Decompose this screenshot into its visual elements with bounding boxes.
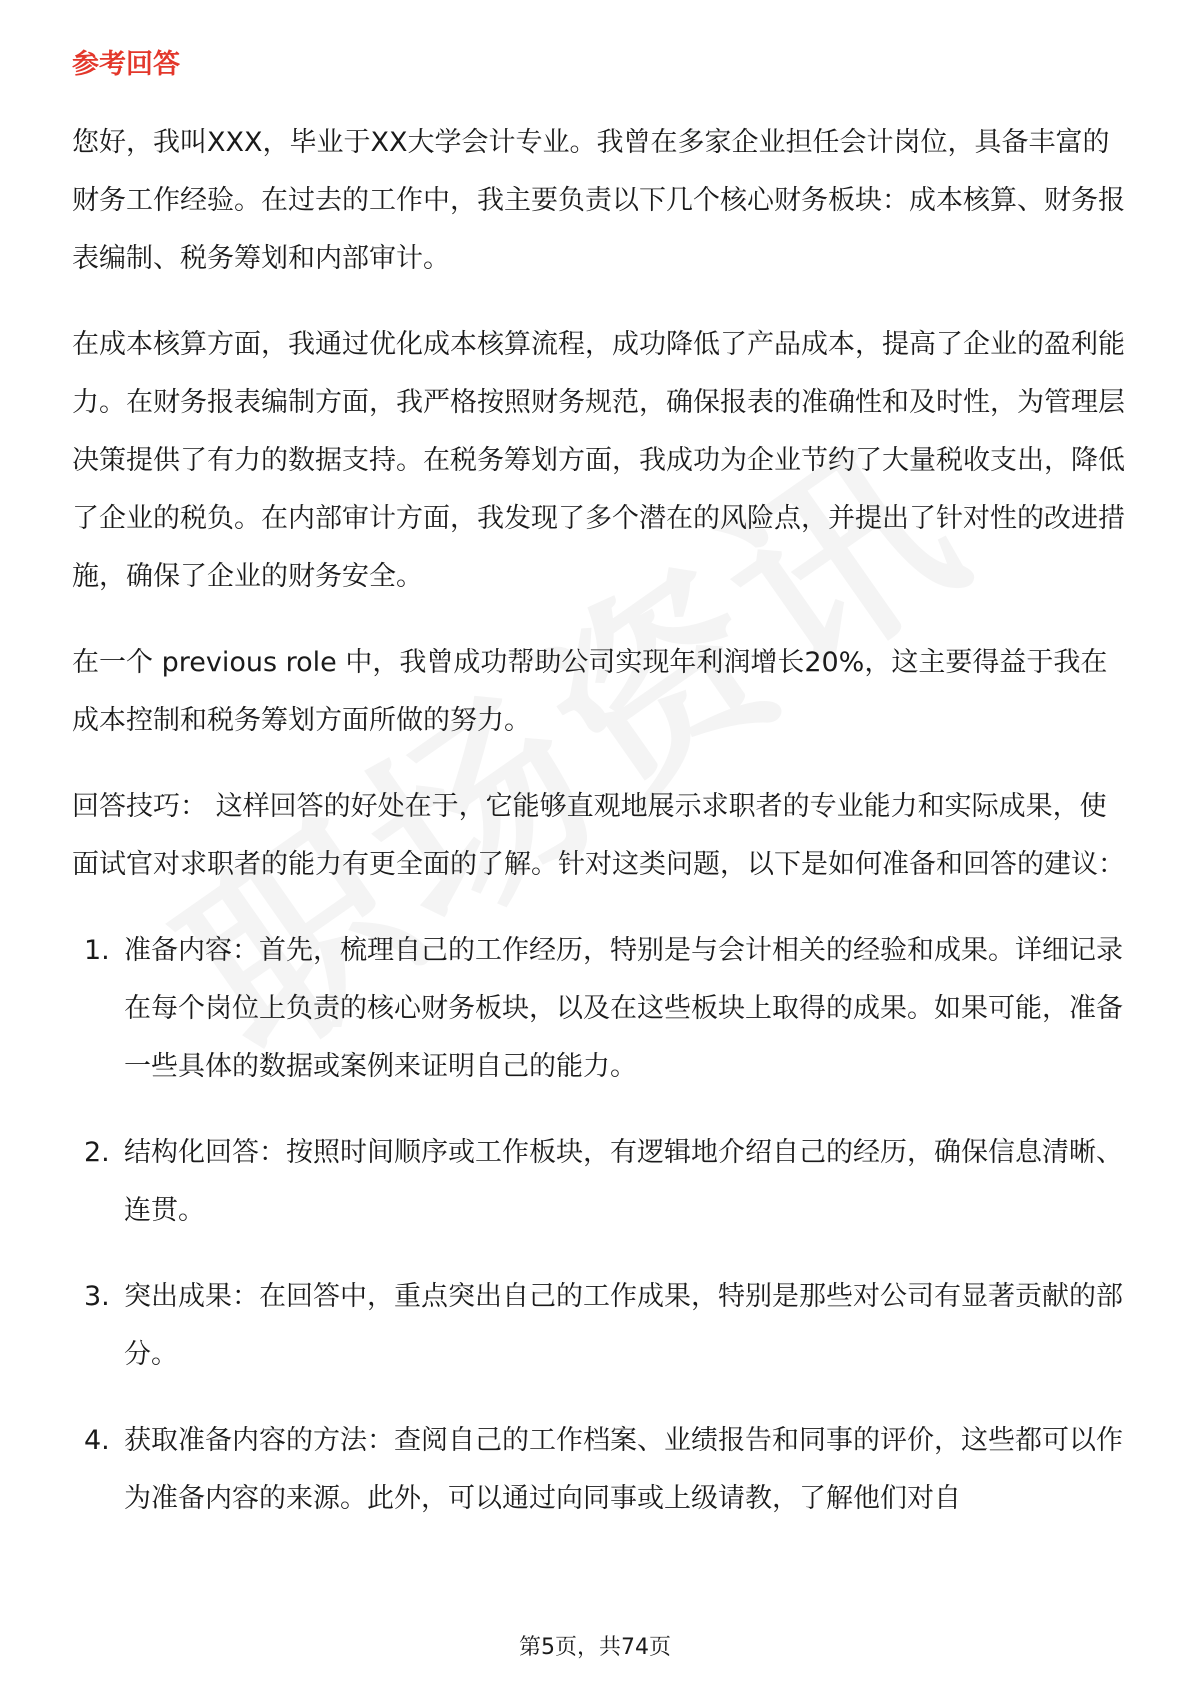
list-item	[72, 922, 1132, 1096]
list-text: 结构化回答：按照时间顺序或工作板块，有逻辑地介绍自己的经历，确保信息清晰、连贯。	[124, 1137, 1123, 1226]
list-number: 2.	[84, 1137, 110, 1168]
list-item	[72, 1412, 1132, 1528]
section-heading: 参考回答	[72, 49, 180, 80]
list-text: 获取准备内容的方法：查阅自己的工作档案、业绩报告和同事的评价，这些都可以作为准备内容的来源。此外，可以通过向同事或上级请教，了解他们对自	[124, 1425, 1123, 1514]
list-text: 突出成果：在回答中，重点突出自己的工作成果，特别是那些对公司有显著贡献的部分。	[124, 1281, 1123, 1370]
details-paragraph: 在成本核算方面，我通过优化成本核算流程，成功降低了产品成本，提高了企业的盈利能力。在财务报表编制方面，我严格按照财务规范，确保报表的准确性和及时性，为管理层决策提供了有力的数据支持。在税务筹划方面，我成功为企业节约了大量税收支出，降低了企业的税负。在内部审计方面，我发现了多个潜在的风险点，并提出了针对性的改进措施，确保了企业的财务安全。	[72, 329, 1125, 592]
tips-paragraph: 回答技巧： 这样回答的好处在于，它能够直观地展示求职者的专业能力和实际成果，使面试官对求职者的能力有更全面的了解。针对这类问题，以下是如何准备和回答的建议：	[72, 791, 1125, 880]
advice-list	[72, 922, 1132, 1528]
intro-paragraph: 您好，我叫XXX，毕业于XX大学会计专业。我曾在多家企业担任会计岗位，具备丰富的财务工作经验。在过去的工作中，我主要负责以下几个核心财务板块：成本核算、财务报表编制、税务筹划和内部审计。	[72, 127, 1125, 274]
list-item	[72, 1268, 1132, 1384]
list-item	[72, 1124, 1132, 1240]
list-number: 1.	[84, 935, 110, 966]
achievement-paragraph: 在一个 previous role 中，我曾成功帮助公司实现年利润增长20%，这主要得益于我在成本控制和税务筹划方面所做的努力。	[72, 647, 1108, 736]
page-footer: 第5页，共74页	[519, 1635, 671, 1660]
page-content	[72, 46, 1132, 1556]
list-number: 4.	[84, 1425, 110, 1456]
list-text: 准备内容：首先，梳理自己的工作经历，特别是与会计相关的经验和成果。详细记录在每个岗位上负责的核心财务板块，以及在这些板块上取得的成果。如果可能，准备一些具体的数据或案例来证明自己的能力。	[124, 935, 1123, 1082]
list-number: 3.	[84, 1281, 110, 1312]
